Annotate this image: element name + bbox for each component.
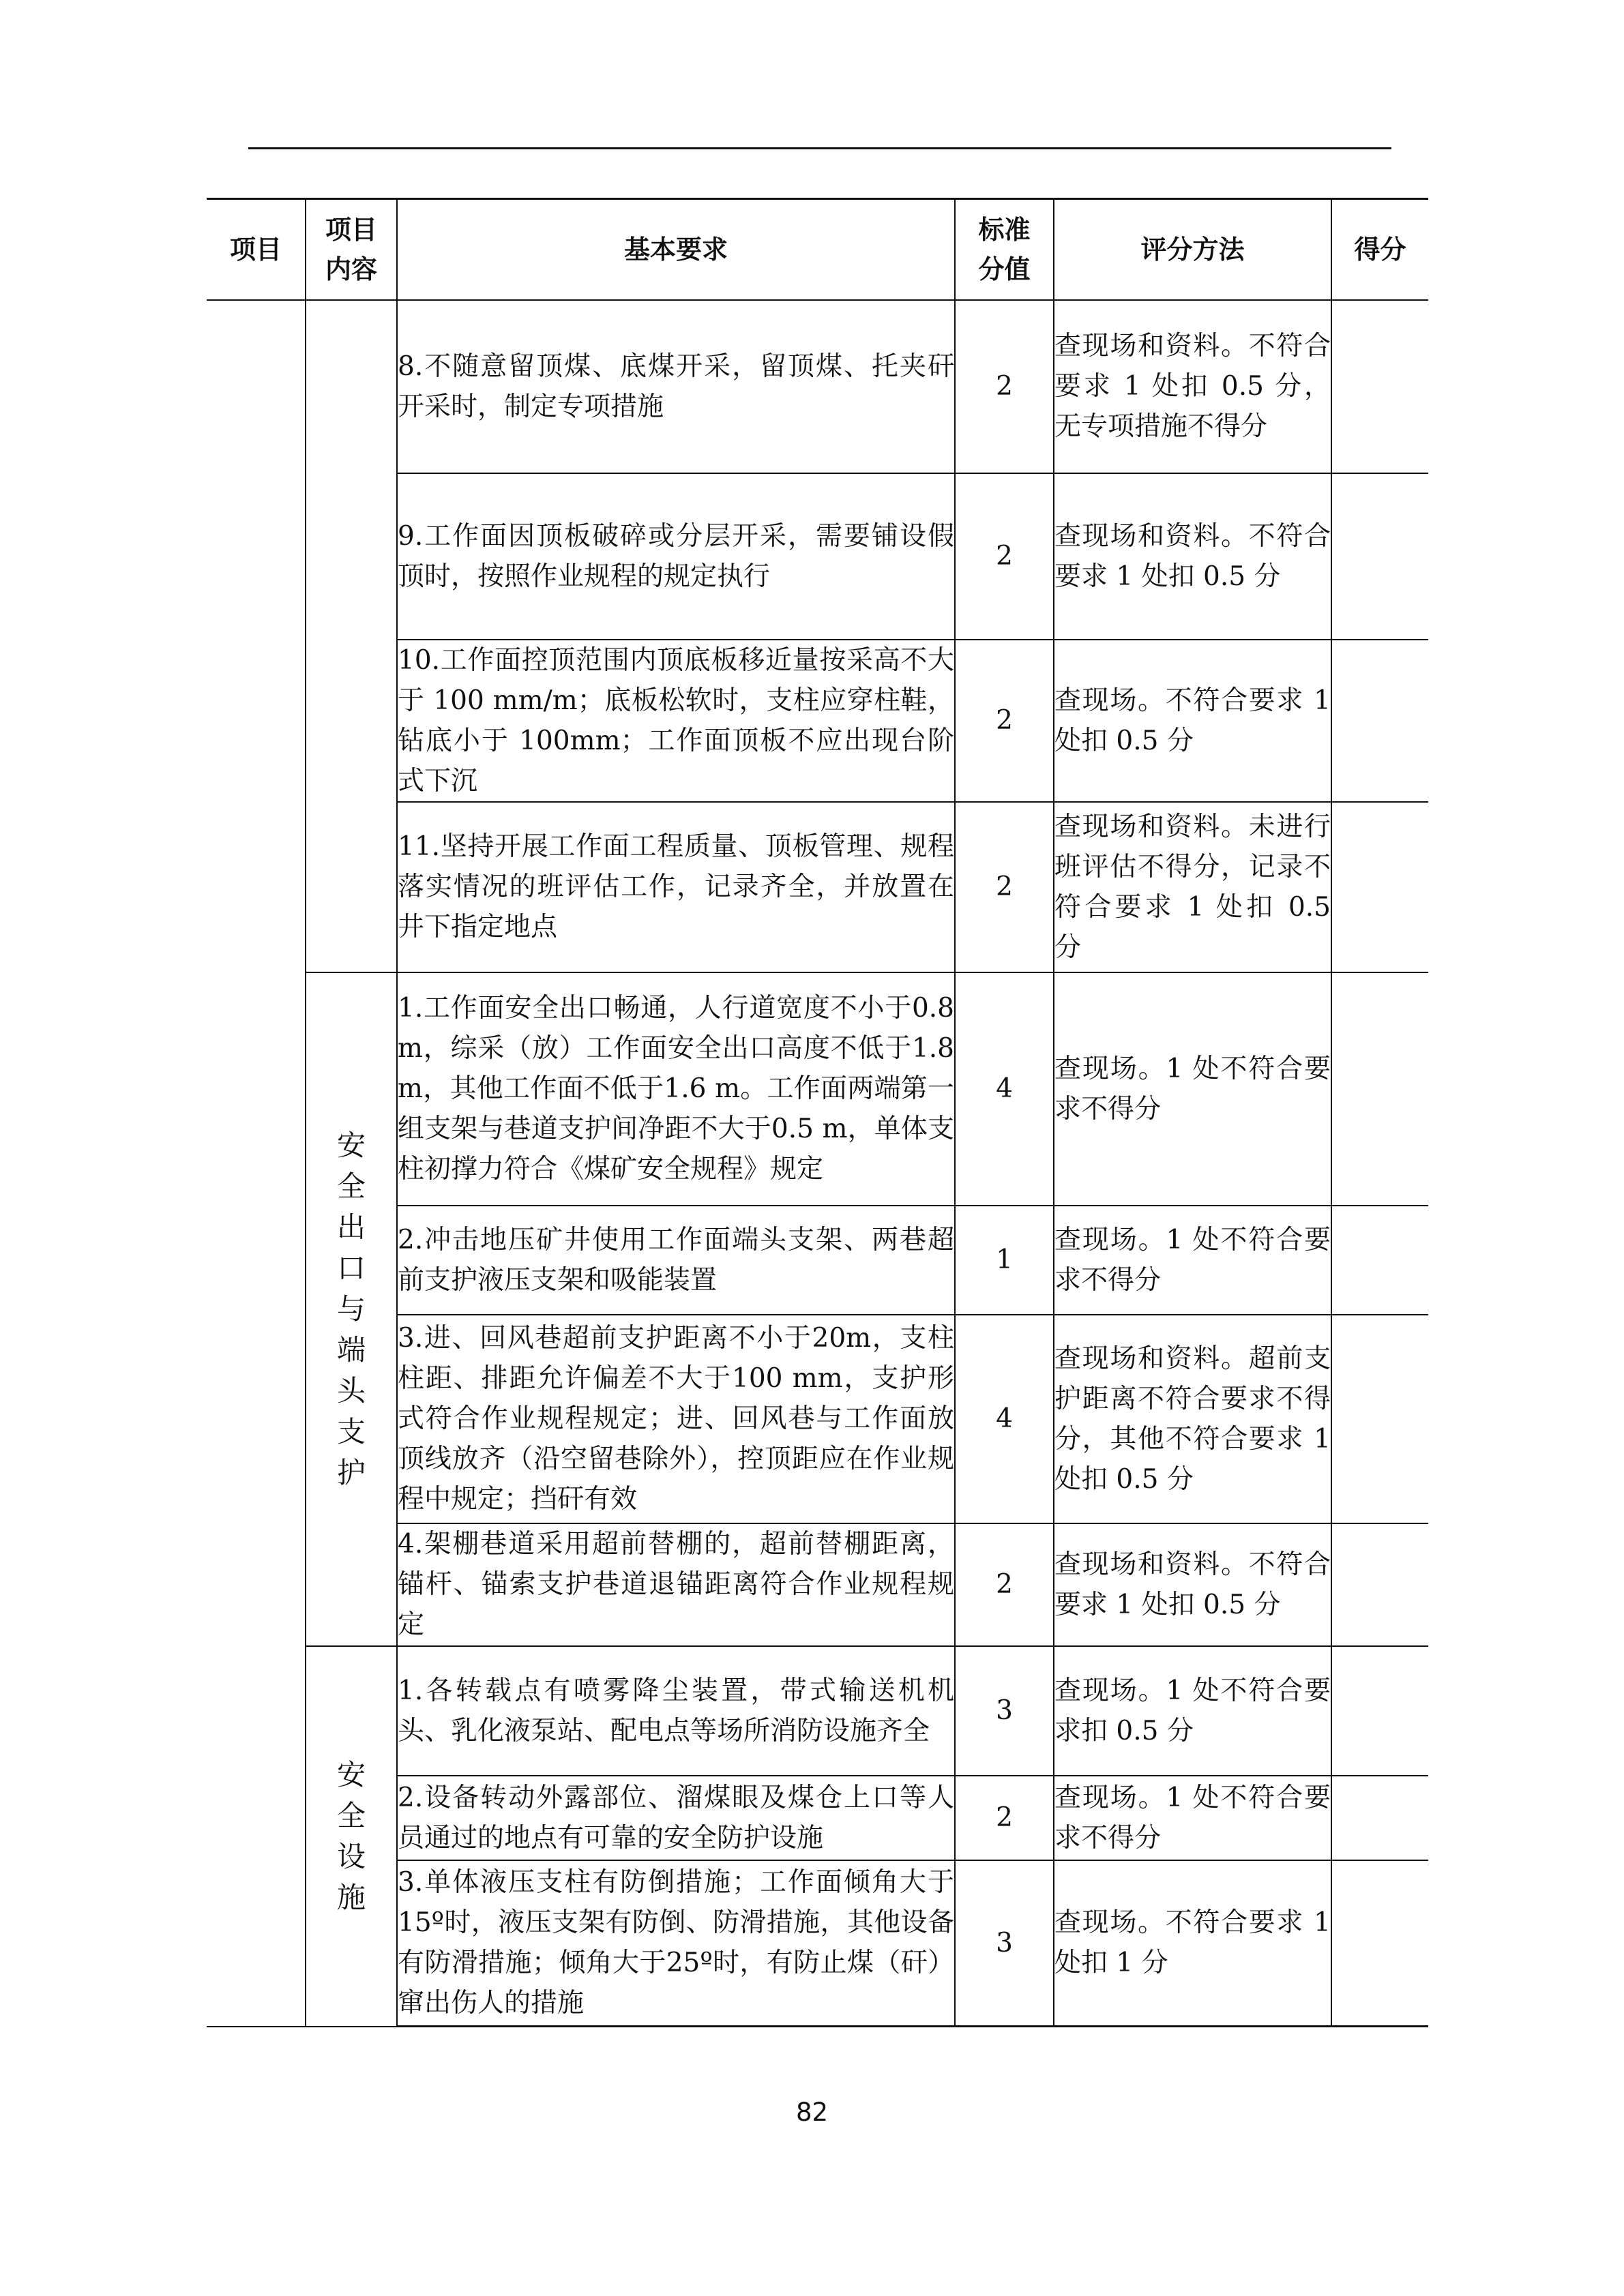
requirement-cell: 4.架棚巷道采用超前替棚的，超前替棚距离，锚杆、锚索支护巷道退锚距离符合作业规程规定 bbox=[397, 1523, 955, 1646]
header-value bbox=[955, 199, 1054, 300]
score-cell bbox=[1331, 1646, 1428, 1776]
requirement-cell: 2.设备转动外露部位、溜煤眼及煤仓上口等人员通过的地点有可靠的安全防护设施 bbox=[397, 1776, 955, 1860]
header-score: 得分 bbox=[1331, 199, 1428, 300]
score-cell bbox=[1331, 1315, 1428, 1523]
method-cell: 查现场和资料。不符合要求 1 处扣 0.5 分 bbox=[1054, 473, 1331, 640]
header-item: 项目 bbox=[207, 199, 306, 300]
score-cell bbox=[1331, 1776, 1428, 1860]
method-cell: 查现场和资料。超前支护距离不符合要求不得分，其他不符合要求 1 处扣 0.5 分 bbox=[1054, 1315, 1331, 1523]
method-cell: 查现场和资料。不符合要求 1 处扣 0.5 分，无专项措施不得分 bbox=[1054, 300, 1331, 473]
requirement-cell: 1.各转载点有喷雾降尘装置，带式输送机机头、乳化液泵站、配电点等场所消防设施齐全 bbox=[397, 1646, 955, 1776]
header-rule bbox=[248, 147, 1391, 149]
requirement-cell: 11.坚持开展工作面工程质量、顶板管理、规程落实情况的班评估工作，记录齐全，并放置在井下指定地点 bbox=[397, 802, 955, 972]
score-cell bbox=[1331, 1523, 1428, 1646]
requirement-cell: 9.工作面因顶板破碎或分层开采，需要铺设假顶时，按照作业规程的规定执行 bbox=[397, 473, 955, 640]
score-cell bbox=[1331, 1206, 1428, 1315]
requirement-cell: 10.工作面控顶范围内顶底板移近量按采高不大于 100 mm/m；底板松软时，支柱应穿柱鞋，钻底小于 100mm；工作面顶板不应出现台阶式下沉 bbox=[397, 640, 955, 802]
requirement-cell: 1.工作面安全出口畅通，人行道宽度不小于0.8 m，综采（放）工作面安全出口高度不低于1.8 m，其他工作面不低于1.6 m。工作面两端第一组支架与巷道支护间净距不大于0.5 m，单体支柱初撑力符合《煤矿安全规程》规定 bbox=[397, 972, 955, 1206]
group-safety-exit bbox=[306, 972, 397, 1646]
requirement-cell: 3.进、回风巷超前支护距离不小于20m，支柱柱距、排距允许偏差不大于100 mm，支护形式符合作业规程规定；进、回风巷与工作面放顶线放齐（沿空留巷除外），控顶距应在作业规程中规定；挡矸有效 bbox=[397, 1315, 955, 1523]
value-cell: 2 bbox=[955, 1523, 1054, 1646]
content-cell-continued bbox=[306, 300, 397, 972]
method-cell: 查现场。不符合要求 1 处扣 0.5 分 bbox=[1054, 640, 1331, 802]
header-requirement: 基本要求 bbox=[397, 199, 955, 300]
header-content-line2: 内容 bbox=[325, 253, 377, 284]
score-cell bbox=[1331, 473, 1428, 640]
value-cell: 2 bbox=[955, 1776, 1054, 1860]
table-row bbox=[207, 972, 1428, 1206]
value-cell: 2 bbox=[955, 640, 1054, 802]
value-cell: 3 bbox=[955, 1646, 1054, 1776]
group-safety-exit-label: 安全出口与端头支护 bbox=[337, 1128, 366, 1489]
value-cell: 2 bbox=[955, 802, 1054, 972]
score-cell bbox=[1331, 300, 1428, 473]
group-safety-facility bbox=[306, 1646, 397, 2027]
score-cell bbox=[1331, 640, 1428, 802]
header-value-line1: 标准 bbox=[978, 213, 1031, 245]
table-row bbox=[207, 1646, 1428, 1776]
value-cell: 4 bbox=[955, 1315, 1054, 1523]
requirement-cell: 3.单体液压支柱有防倒措施；工作面倾角大于15º时，液压支架有防倒、防滑措施，其他设备有防滑措施；倾角大于25º时，有防止煤（矸）窜出伤人的措施 bbox=[397, 1860, 955, 2027]
value-cell: 4 bbox=[955, 972, 1054, 1206]
score-cell bbox=[1331, 1860, 1428, 2027]
header-content-line1: 项目 bbox=[325, 213, 377, 245]
page-number: 82 bbox=[795, 2098, 829, 2127]
value-cell: 1 bbox=[955, 1206, 1054, 1315]
requirement-cell: 2.冲击地压矿井使用工作面端头支架、两巷超前支护液压支架和吸能装置 bbox=[397, 1206, 955, 1315]
value-cell: 3 bbox=[955, 1860, 1054, 2027]
method-cell: 查现场。1 处不符合要求扣 0.5 分 bbox=[1054, 1646, 1331, 1776]
table-row bbox=[207, 300, 1428, 473]
item-cell bbox=[207, 300, 306, 2027]
method-cell: 查现场和资料。不符合要求 1 处扣 0.5 分 bbox=[1054, 1523, 1331, 1646]
score-cell bbox=[1331, 972, 1428, 1206]
table-header-row bbox=[207, 199, 1428, 300]
method-cell: 查现场和资料。未进行班评估不得分，记录不符合要求 1 处扣 0.5 分 bbox=[1054, 802, 1331, 972]
method-cell: 查现场。1 处不符合要求不得分 bbox=[1054, 972, 1331, 1206]
method-cell: 查现场。不符合要求 1 处扣 1 分 bbox=[1054, 1860, 1331, 2027]
value-cell: 2 bbox=[955, 300, 1054, 473]
header-content bbox=[306, 199, 397, 300]
header-method: 评分方法 bbox=[1054, 199, 1331, 300]
value-cell: 2 bbox=[955, 473, 1054, 640]
score-cell bbox=[1331, 802, 1428, 972]
requirement-cell: 8.不随意留顶煤、底煤开采，留顶煤、托夹矸开采时，制定专项措施 bbox=[397, 300, 955, 473]
method-cell: 查现场。1 处不符合要求不得分 bbox=[1054, 1776, 1331, 1860]
group-safety-facility-label: 安全设施 bbox=[337, 1757, 366, 1914]
header-value-line2: 分值 bbox=[978, 253, 1031, 284]
method-cell: 查现场。1 处不符合要求不得分 bbox=[1054, 1206, 1331, 1315]
scoring-table bbox=[207, 198, 1428, 2027]
